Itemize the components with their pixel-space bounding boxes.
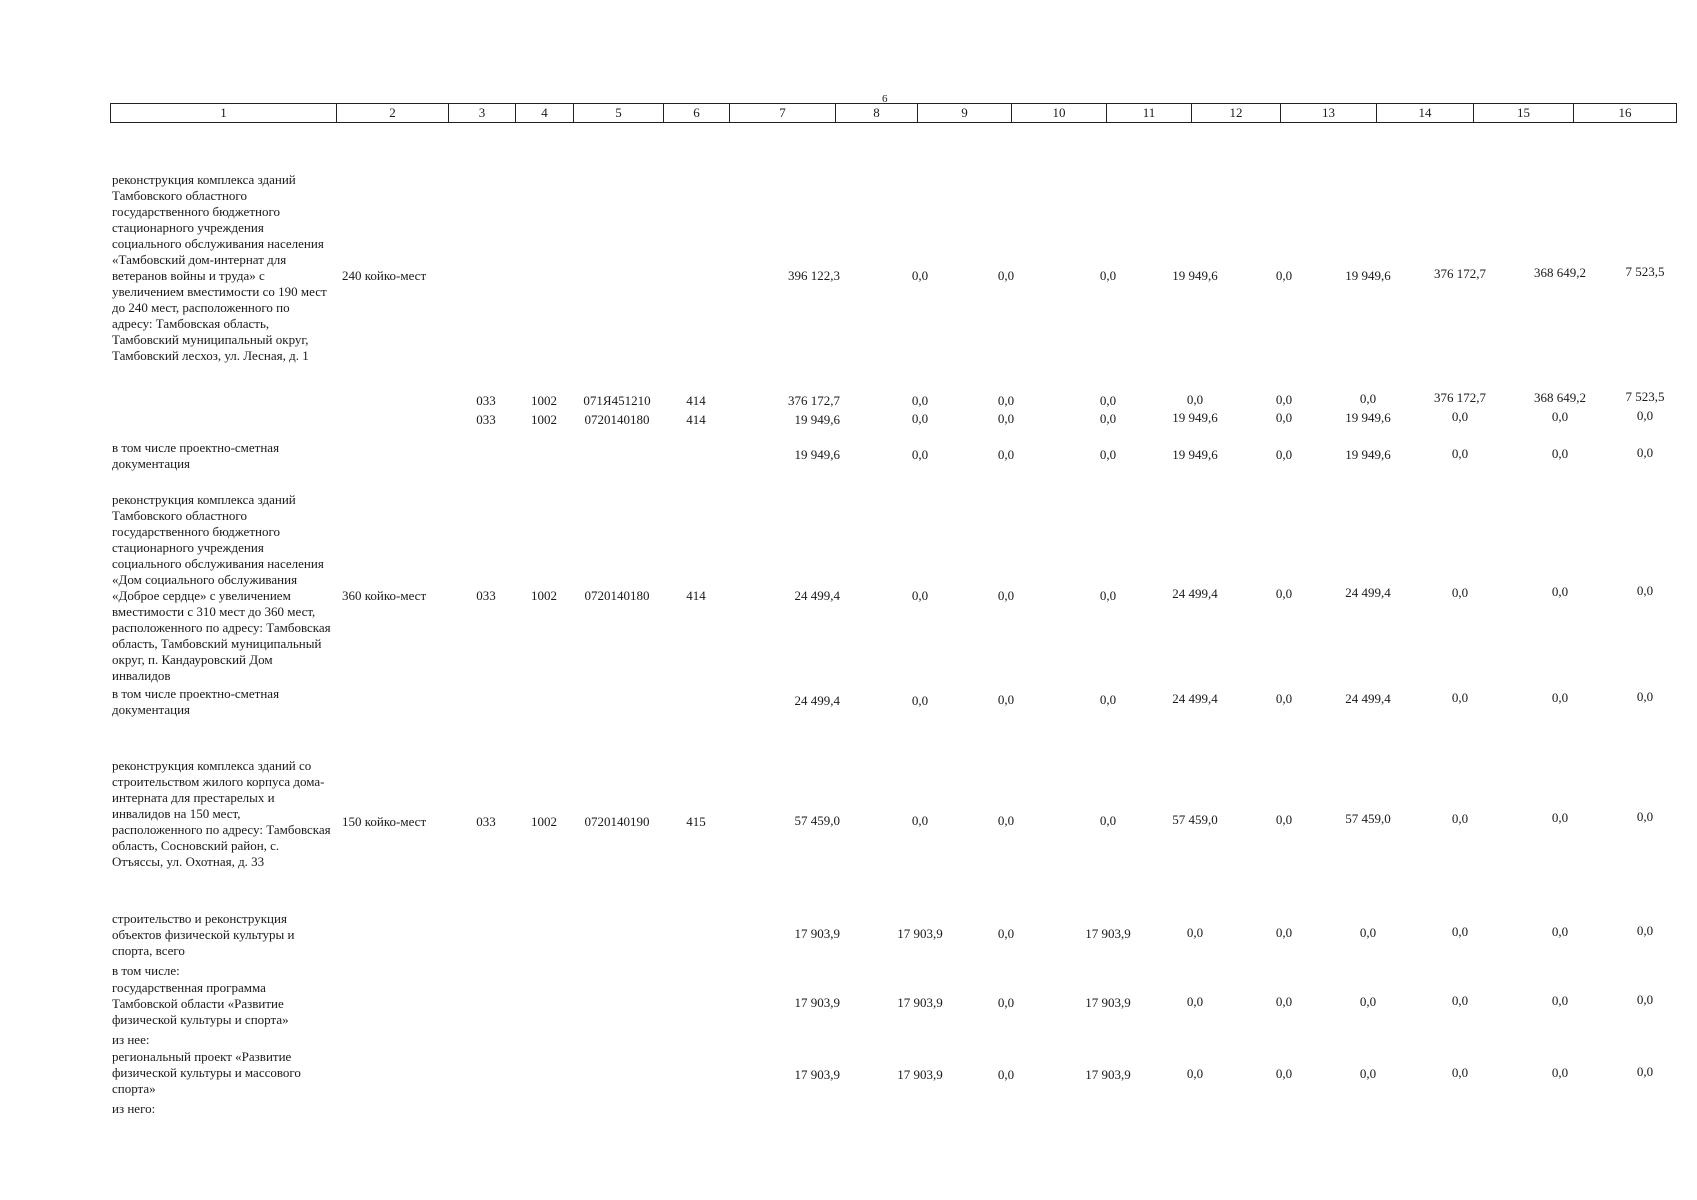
value-col-12: 0,0 [1275,410,1293,425]
target-article: 0720140180 [584,412,650,427]
value-col-12: 0,0 [1275,447,1293,462]
value-col-14: 0,0 [1451,1065,1469,1080]
capacity: 150 койко-мест [342,814,427,829]
section-code: 1002 [531,393,557,408]
header-col-7: 7 [730,104,836,123]
value-col-11: 19 949,6 [1172,410,1218,425]
value-col-8: 0,0 [911,588,929,603]
value-col-15: 0,0 [1551,1065,1569,1080]
value-col-15: 0,0 [1551,924,1569,939]
ministry-code: 033 [476,412,496,427]
value-col-14: 376 172,7 [1434,266,1486,281]
value-col-16: 7 523,5 [1625,264,1665,279]
value-col-8: 0,0 [911,393,929,408]
header-col-5: 5 [574,104,664,123]
value-col-15: 0,0 [1551,810,1569,825]
ministry-code: 033 [476,814,496,829]
value-col-16: 0,0 [1636,809,1654,824]
value-col-9: 0,0 [997,813,1015,828]
value-col-12: 0,0 [1275,1066,1293,1081]
value-col-15: 0,0 [1551,446,1569,461]
value-col-9: 0,0 [997,692,1015,707]
value-col-13: 24 499,4 [1345,585,1391,600]
column-number-header [110,103,1677,123]
value-col-10: 0,0 [1099,393,1117,408]
value-col-8: 0,0 [911,693,929,708]
table-row [110,686,1660,720]
value-col-12: 0,0 [1275,691,1293,706]
expense-type: 414 [686,588,706,603]
table-row [110,1101,1660,1117]
object-name: из нее: [112,1032,150,1047]
value-col-9: 0,0 [997,588,1015,603]
value-col-16: 0,0 [1636,1064,1654,1079]
value-col-15: 0,0 [1551,690,1569,705]
value-col-14: 0,0 [1451,924,1469,939]
object-name: в том числе: [112,963,180,978]
object-name: региональный проект «Развитие физической культуры и массового спорта» [112,1049,301,1096]
section-code: 1002 [531,814,557,829]
object-name: государственная программа Тамбовской области «Развитие физической культуры и спорта» [112,980,289,1027]
expense-type: 415 [686,814,706,829]
value-col-7: 24 499,4 [794,693,840,708]
value-col-13: 0,0 [1359,925,1377,940]
expense-type: 414 [686,412,706,427]
budget-table [110,103,1665,1123]
header-col-6: 6 [664,104,730,123]
value-col-12: 0,0 [1275,268,1293,283]
section-code: 1002 [531,588,557,603]
header-col-13: 13 [1281,104,1377,123]
value-col-12: 0,0 [1275,392,1293,407]
value-col-8: 0,0 [911,447,929,462]
value-col-9: 0,0 [997,411,1015,426]
value-col-10: 17 903,9 [1085,995,1131,1010]
header-col-1: 1 [111,104,337,123]
object-name: реконструкция комплекса зданий Тамбовского областного государственного бюджетного стационарного учреждения социального обслуживания населения «Тамбовский дом-интернат для ветеранов войны и труда» с увеличением вместимости со 190 мест до 240 мест, расположенного по адресу: Тамбовская область, Тамбовский муниципальный округ, Тамбовский лесхоз, ул. Лесная, д. 1 [112,172,327,363]
table-row [110,172,1665,382]
value-col-9: 0,0 [997,1067,1015,1082]
value-col-11: 0,0 [1186,994,1204,1009]
value-col-8: 0,0 [911,411,929,426]
capacity: 360 койко-мест [342,588,427,603]
value-col-9: 0,0 [997,268,1015,283]
value-col-11: 19 949,6 [1172,447,1218,462]
header-col-3: 3 [449,104,516,123]
value-col-11: 0,0 [1186,392,1204,407]
table-row [110,980,1660,1030]
value-col-14: 0,0 [1451,585,1469,600]
value-col-9: 0,0 [997,447,1015,462]
value-col-14: 0,0 [1451,993,1469,1008]
value-col-14: 0,0 [1451,690,1469,705]
value-col-9: 0,0 [997,926,1015,941]
table-row [110,963,1660,979]
value-col-8: 17 903,9 [897,1067,943,1082]
table-body [110,123,1665,1123]
value-col-15: 368 649,2 [1534,390,1586,405]
value-col-12: 0,0 [1275,586,1293,601]
header-col-2: 2 [337,104,449,123]
table-row [110,758,1660,888]
expense-type: 414 [686,393,706,408]
value-col-15: 0,0 [1551,409,1569,424]
value-col-10: 0,0 [1099,268,1117,283]
value-col-10: 0,0 [1099,411,1117,426]
object-name: из него: [112,1101,156,1116]
value-col-13: 0,0 [1359,391,1377,406]
value-col-13: 24 499,4 [1345,691,1391,706]
ministry-code: 033 [476,588,496,603]
value-col-9: 0,0 [997,995,1015,1010]
table-row [110,408,1660,430]
value-col-10: 17 903,9 [1085,926,1131,941]
table-row [110,1032,1660,1048]
value-col-8: 17 903,9 [897,995,943,1010]
value-col-16: 0,0 [1636,408,1654,423]
value-col-13: 57 459,0 [1345,811,1391,826]
value-col-13: 19 949,6 [1345,268,1391,283]
table-row [110,1049,1660,1099]
header-col-11: 11 [1107,104,1192,123]
value-col-10: 0,0 [1099,588,1117,603]
value-col-7: 19 949,6 [794,412,840,427]
value-col-10: 17 903,9 [1085,1067,1131,1082]
page-number: 6 [882,93,888,105]
value-col-16: 0,0 [1636,445,1654,460]
value-col-10: 0,0 [1099,813,1117,828]
value-col-11: 24 499,4 [1172,586,1218,601]
table-row [110,492,1660,686]
value-col-16: 7 523,5 [1625,389,1665,404]
table-row [110,911,1660,961]
header-col-8: 8 [836,104,918,123]
value-col-12: 0,0 [1275,994,1293,1009]
value-col-10: 0,0 [1099,692,1117,707]
value-col-15: 0,0 [1551,584,1569,599]
value-col-9: 0,0 [997,393,1015,408]
section-code: 1002 [531,412,557,427]
value-col-7: 396 122,3 [788,268,840,283]
header-col-4: 4 [516,104,574,123]
header-col-12: 12 [1192,104,1281,123]
header-col-9: 9 [918,104,1012,123]
object-name: в том числе проектно-сметная документация [112,440,280,471]
capacity: 240 койко-мест [342,268,427,283]
value-col-12: 0,0 [1275,925,1293,940]
value-col-8: 0,0 [911,813,929,828]
header-col-14: 14 [1377,104,1474,123]
target-article: 071Я451210 [583,393,651,408]
value-col-8: 17 903,9 [897,926,943,941]
value-col-14: 376 172,7 [1434,390,1486,405]
object-name: в том числе проектно-сметная документация [112,686,280,717]
value-col-12: 0,0 [1275,812,1293,827]
value-col-11: 0,0 [1186,925,1204,940]
value-col-14: 0,0 [1451,409,1469,424]
value-col-16: 0,0 [1636,583,1654,598]
table-row [110,440,1660,474]
value-col-11: 19 949,6 [1172,268,1218,283]
value-col-16: 0,0 [1636,923,1654,938]
value-col-15: 368 649,2 [1534,265,1586,280]
value-col-16: 0,0 [1636,992,1654,1007]
ministry-code: 033 [476,393,496,408]
value-col-16: 0,0 [1636,689,1654,704]
value-col-14: 0,0 [1451,446,1469,461]
value-col-7: 17 903,9 [794,1067,840,1082]
value-col-13: 0,0 [1359,994,1377,1009]
value-col-7: 19 949,6 [794,447,840,462]
value-col-14: 0,0 [1451,811,1469,826]
header-col-10: 10 [1012,104,1107,123]
value-col-7: 17 903,9 [794,995,840,1010]
header-col-15: 15 [1474,104,1574,123]
value-col-13: 19 949,6 [1345,447,1391,462]
value-col-13: 19 949,6 [1345,410,1391,425]
object-name: реконструкция комплекса зданий со строительством жилого корпуса дома-интерната для престарелых и инвалидов на 150 мест, расположенного по адресу: Тамбовская область, Сосновский район, с. Отъяссы, ул. Охотная, д. 33 [112,758,331,869]
value-col-15: 0,0 [1551,993,1569,1008]
value-col-11: 24 499,4 [1172,691,1218,706]
value-col-7: 57 459,0 [794,813,840,828]
value-col-11: 0,0 [1186,1066,1204,1081]
value-col-7: 376 172,7 [788,393,840,408]
value-col-10: 0,0 [1099,447,1117,462]
target-article: 0720140190 [584,814,650,829]
value-col-8: 0,0 [911,268,929,283]
target-article: 0720140180 [584,588,650,603]
value-col-11: 57 459,0 [1172,812,1218,827]
value-col-13: 0,0 [1359,1066,1377,1081]
value-col-7: 24 499,4 [794,588,840,603]
object-name: реконструкция комплекса зданий Тамбовского областного государственного бюджетного стационарного учреждения социального обслуживания населения «Дом социального обслуживания «Доброе сердце» с увеличением вместимости с 310 мест до 360 мест, расположенного по адресу: Тамбовская область, Тамбовский муниципальный округ, п. Кандауровский Дом инвалидов [112,492,331,683]
header-col-16: 16 [1574,104,1677,123]
object-name: строительство и реконструкция объектов физической культуры и спорта, всего [112,911,295,958]
value-col-7: 17 903,9 [794,926,840,941]
